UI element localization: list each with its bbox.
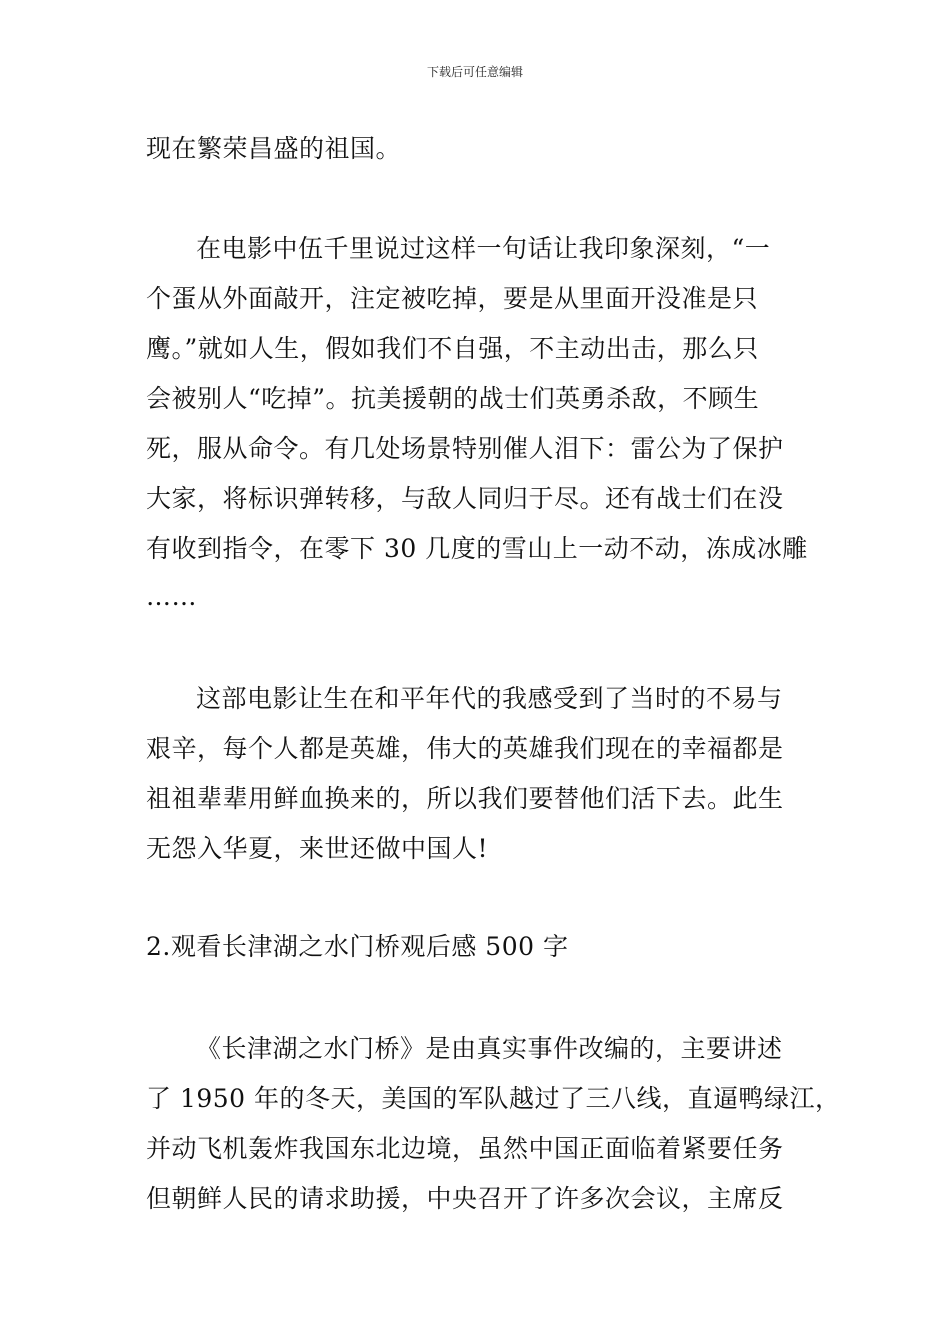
paragraph-line: 会被别人“吃掉”。抗美援朝的战士们英勇杀敌，不顾生	[146, 384, 760, 413]
page-header: 下载后可任意编辑	[426, 65, 523, 79]
paragraph-line: 鹰。”就如人生，假如我们不自强，不主动出击，那么只	[146, 334, 759, 363]
paragraph-line: 艰辛，每个人都是英雄，伟大的英雄我们现在的幸福都是	[146, 734, 784, 763]
paragraph-line: 现在繁荣昌盛的祖国。	[146, 134, 402, 163]
paragraph-line: 有收到指令，在零下 30 几度的雪山上一动不动，冻成冰雕	[146, 534, 808, 563]
paragraph-line: 《长津湖之水门桥》是由真实事件改编的，主要讲述	[196, 1034, 783, 1063]
paragraph-line: 但朝鲜人民的请求助援，中央召开了许多次会议，主席反	[146, 1184, 784, 1213]
paragraph-line: 无怨入华夏，来世还做中国人!	[146, 834, 489, 863]
paragraph-line: 祖祖辈辈用鲜血换来的，所以我们要替他们活下去。此生	[146, 784, 784, 813]
paragraph-line: 了 1950 年的冬天，美国的军队越过了三八线，直逼鸭绿江，	[146, 1084, 841, 1113]
paragraph-line: 并动飞机轰炸我国东北边境，虽然中国正面临着紧要任务	[146, 1134, 784, 1163]
paragraph-line: ……	[146, 582, 197, 611]
paragraph-line: 在电影中伍千里说过这样一句话让我印象深刻，“一	[196, 234, 771, 263]
paragraph-line: 死，服从命令。有几处场景特别催人泪下：雷公为了保护	[146, 434, 784, 463]
paragraph-line: 这部电影让生在和平年代的我感受到了当时的不易与	[196, 684, 783, 713]
section-heading: 2.观看长津湖之水门桥观后感 500 字	[146, 932, 569, 961]
paragraph-line: 大家，将标识弹转移，与敌人同归于尽。还有战士们在没	[146, 484, 784, 513]
paragraph-line: 个蛋从外面敲开，注定被吃掉，要是从里面开没准是只	[146, 284, 759, 313]
